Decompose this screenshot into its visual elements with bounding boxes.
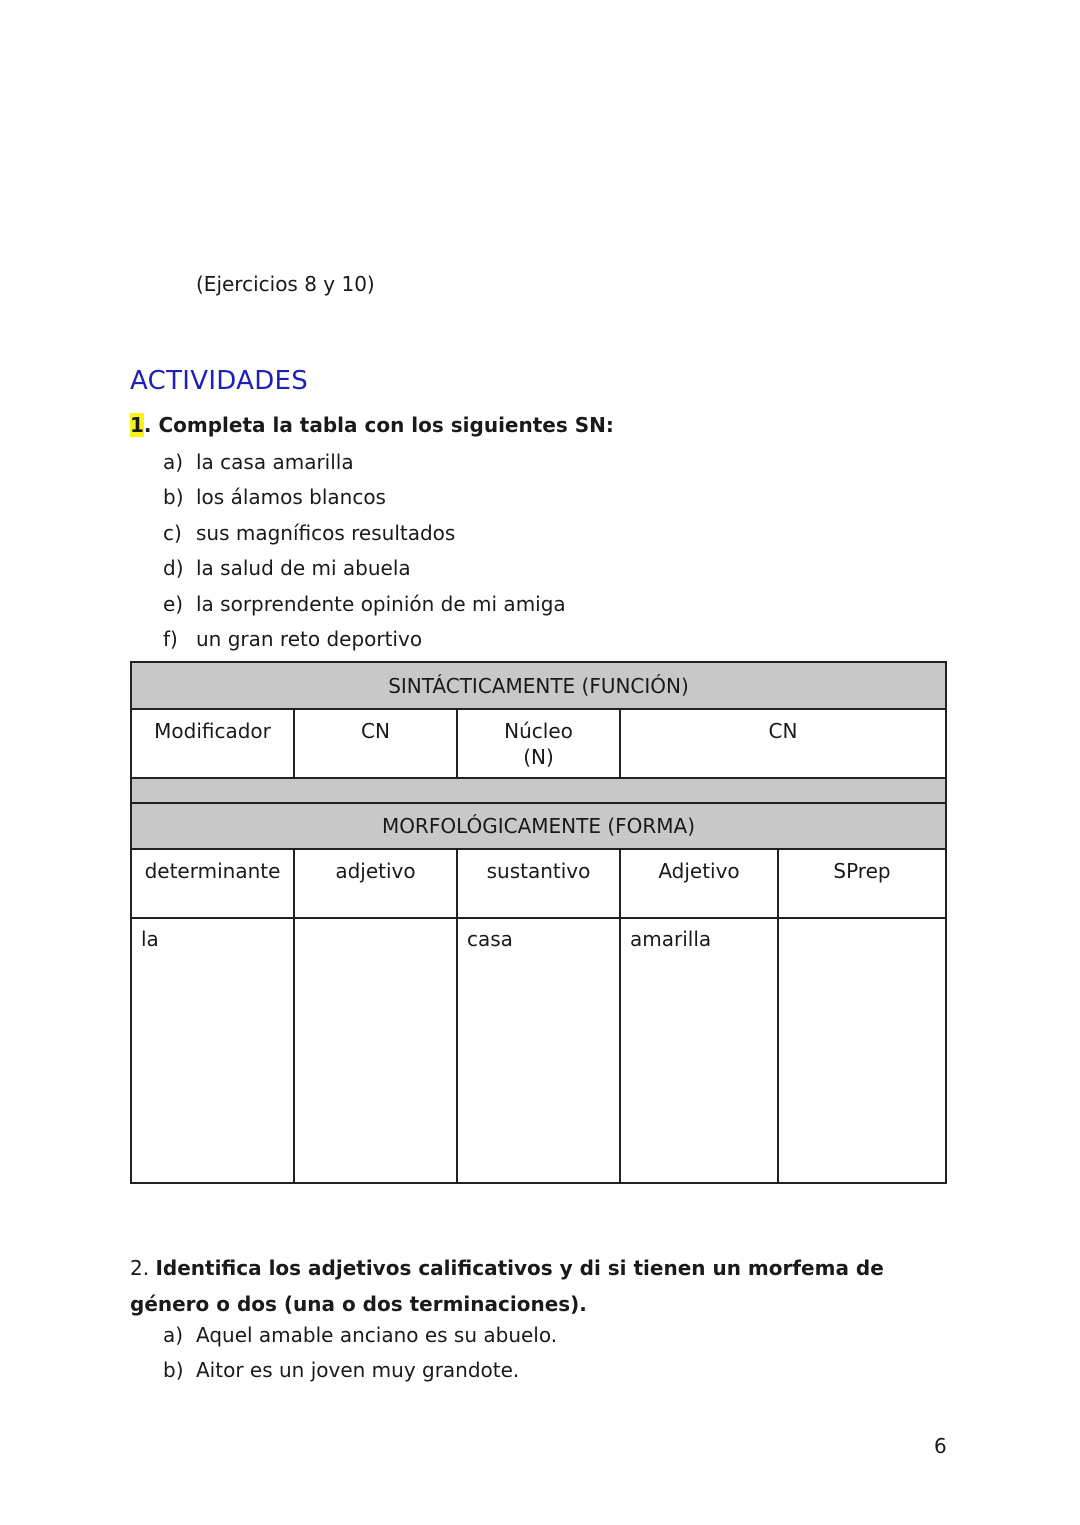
list-item: [163, 1322, 557, 1357]
exercise-2-title: [130, 1250, 920, 1322]
nucleo-abbrev: (N): [523, 745, 554, 769]
list-item: [163, 591, 566, 626]
list-item: [163, 626, 566, 661]
item-text: un gran reto deportivo: [196, 626, 423, 651]
list-item: [163, 1357, 557, 1392]
answer-cell[interactable]: [779, 919, 945, 1182]
exercise-1-list: [163, 449, 566, 661]
col-determinante: determinante: [132, 850, 295, 917]
col-adjetivo-1: adjetivo: [295, 850, 458, 917]
item-text: Aitor es un joven muy grandote.: [196, 1358, 520, 1382]
answer-row: [132, 919, 945, 1184]
spacer-row: [132, 779, 945, 804]
exercise-2-number: 2.: [130, 1256, 150, 1280]
item-letter: a): [163, 1323, 184, 1347]
syntax-columns-row: [132, 710, 945, 779]
list-item: [163, 555, 566, 590]
exercise-1-instruction: . Completa la tabla con los siguientes SN:: [143, 413, 614, 437]
list-item: [163, 484, 566, 519]
morph-header-row: [132, 804, 945, 850]
item-text: la salud de mi abuela: [196, 556, 411, 581]
exercise-reference: (Ejercicios 8 y 10): [196, 272, 375, 296]
col-cn-1: CN: [295, 710, 458, 777]
col-adjetivo-2: Adjetivo: [621, 850, 779, 917]
answer-cell[interactable]: [295, 919, 458, 1182]
item-text: los álamos blancos: [196, 485, 386, 510]
syntax-header-row: [132, 663, 945, 710]
answer-cell[interactable]: casa: [458, 919, 621, 1182]
col-modificador: Modificador: [132, 710, 295, 777]
item-text: la casa amarilla: [196, 450, 354, 474]
col-nucleo: [458, 710, 621, 777]
exercise-1-number: 1: [130, 413, 144, 437]
morph-header: MORFOLÓGICAMENTE (FORMA): [381, 814, 696, 838]
item-letter: d): [163, 556, 184, 581]
exercise-2-instruction: Identifica los adjetivos calificativos y di si tienen un morfema de género o dos (una o dos terminaciones).: [130, 1256, 884, 1316]
morph-columns-row: [132, 850, 945, 919]
col-cn-2: CN: [768, 719, 798, 743]
nucleo-label: Núcleo: [504, 719, 573, 743]
page-number: 6: [934, 1434, 947, 1458]
item-letter: b): [163, 485, 184, 510]
syntax-header: SINTÁCTICAMENTE (FUNCIÓN): [388, 673, 689, 698]
list-item: [163, 449, 566, 484]
list-item: [163, 520, 566, 555]
col-sustantivo: sustantivo: [458, 850, 621, 917]
item-text: Aquel amable anciano es su abuelo.: [196, 1323, 558, 1347]
exercise-1-title: [130, 413, 614, 437]
item-letter: e): [163, 591, 184, 616]
analysis-table: [130, 661, 947, 1184]
item-text: la sorprendente opinión de mi amiga: [196, 591, 566, 616]
exercise-2-list: [163, 1322, 557, 1392]
answer-cell[interactable]: la: [132, 919, 295, 1182]
item-letter: f): [163, 626, 178, 651]
item-letter: c): [163, 520, 182, 545]
col-sprep: SPrep: [833, 859, 891, 883]
section-title: ACTIVIDADES: [130, 366, 309, 396]
item-letter: b): [163, 1358, 184, 1382]
item-letter: a): [163, 450, 184, 474]
item-text: sus magníficos resultados: [196, 520, 456, 545]
answer-cell[interactable]: amarilla: [621, 919, 779, 1182]
